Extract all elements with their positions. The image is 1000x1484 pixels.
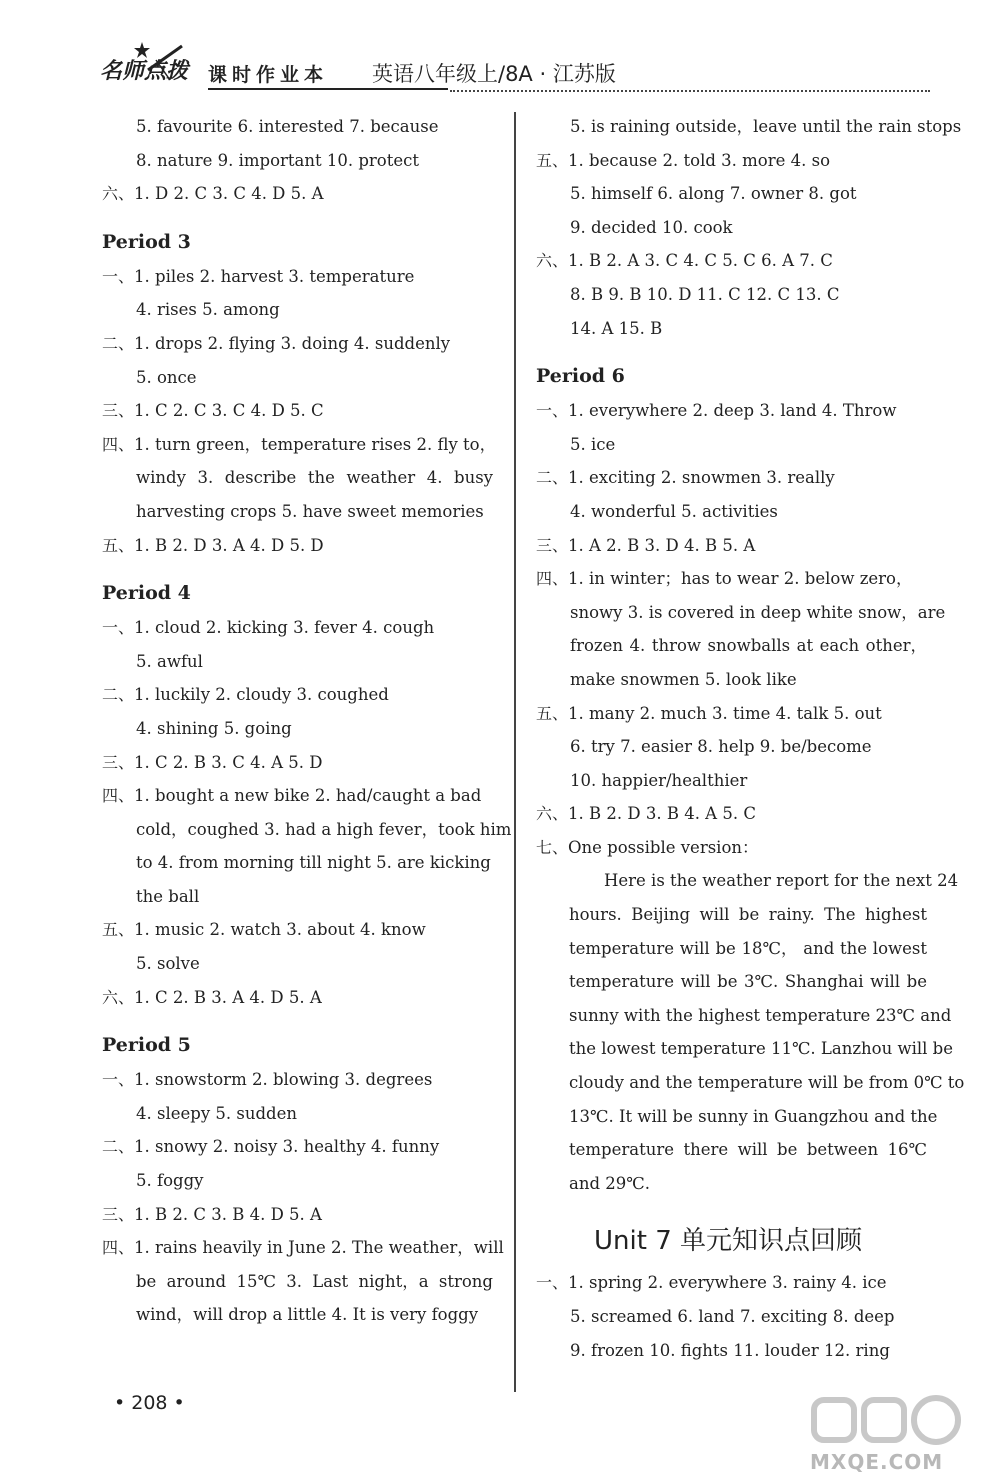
answer-line <box>536 663 931 697</box>
answer-text: and 29℃. <box>569 1173 650 1193</box>
essay-line <box>536 1032 953 1066</box>
essay-line <box>536 864 959 898</box>
answer-text: 1. music 2. watch 3. about 4. know <box>134 920 426 940</box>
answer-line <box>102 712 497 746</box>
answer-line <box>536 764 931 798</box>
answer-line <box>102 746 497 780</box>
essay-line <box>536 965 931 999</box>
answer-line <box>102 981 497 1015</box>
answer-line <box>536 177 931 211</box>
answer-line <box>102 461 497 495</box>
answer-text: 1. C 2. B 3. C 4. A 5. D <box>134 752 323 772</box>
answer-text: 1. B 2. D 3. B 4. A 5. C <box>568 804 756 824</box>
answer-line <box>536 428 931 462</box>
section-marker: 五、 <box>102 535 135 555</box>
answer-line <box>102 846 497 880</box>
answer-text: 1. because 2. told 3. more 4. so <box>568 150 831 170</box>
column-divider <box>514 112 516 1392</box>
section-marker: 四、 <box>536 569 569 589</box>
answer-line <box>102 110 497 144</box>
answer-line <box>536 697 931 731</box>
section-marker: 七、 <box>536 837 569 857</box>
answer-line <box>102 529 497 563</box>
answer-text: 1. snowy 2. noisy 3. healthy 4. funny <box>134 1137 440 1157</box>
section-marker: 一、 <box>102 618 135 638</box>
answer-text: 4. shining 5. going <box>136 718 292 738</box>
section-marker: 四、 <box>102 786 135 806</box>
section-marker: 五、 <box>536 150 569 170</box>
unit-heading: Unit 7 单元知识点回顾 <box>594 1226 862 1257</box>
section-marker: 一、 <box>102 1070 135 1090</box>
answer-text: 8. nature 9. important 10. protect <box>136 150 420 170</box>
page-number: • 208 • <box>114 1392 185 1414</box>
answer-text: 5. once <box>136 367 197 387</box>
answer-line <box>536 461 931 495</box>
answer-line <box>102 428 497 462</box>
answer-text: wind，will drop a little 4. It is very foggy <box>136 1305 479 1325</box>
answer-text: make snowmen 5. look like <box>570 669 797 689</box>
answer-line <box>102 361 497 395</box>
answer-line <box>536 211 931 245</box>
section-marker: 三、 <box>536 535 569 555</box>
answer-line <box>102 1298 497 1332</box>
answer-line <box>536 394 931 428</box>
answer-text: 9. decided 10. cook <box>570 217 733 237</box>
answer-line <box>536 312 931 346</box>
answer-line <box>536 110 962 144</box>
answer-text: 6. try 7. easier 8. help 9. be/become <box>570 737 872 757</box>
section-marker: 六、 <box>102 987 135 1007</box>
answer-line <box>102 611 497 645</box>
answer-line <box>102 678 497 712</box>
answer-line <box>102 1198 497 1232</box>
answer-text: 1. B 2. A 3. C 4. C 5. C 6. A 7. C <box>568 251 833 271</box>
answer-text: windy 3. describe the weather 4. busy <box>136 468 493 488</box>
section-marker: 六、 <box>536 251 569 271</box>
answer-line <box>102 1097 497 1131</box>
right-column <box>536 110 965 1367</box>
section-marker: 一、 <box>536 401 569 421</box>
answer-line <box>536 144 931 178</box>
period-heading: Period 4 <box>102 582 191 605</box>
essay-line <box>536 932 931 966</box>
answer-text: 1. everywhere 2. deep 3. land 4. Throw <box>568 401 897 421</box>
answer-text: harvesting crops 5. have sweet memories <box>136 501 484 521</box>
answer-text: 5. favourite 6. interested 7. because <box>136 117 439 136</box>
answer-text: temperature will be 18℃， and the lowest <box>569 938 927 958</box>
answer-line <box>102 177 497 211</box>
series-title: 课时作业本 <box>208 64 329 86</box>
answer-text: 1. cloud 2. kicking 3. fever 4. cough <box>134 618 435 638</box>
answer-text: 1. snowstorm 2. blowing 3. degrees <box>134 1070 433 1090</box>
book-title: 英语八年级上/8A · 江苏版 <box>372 62 616 86</box>
watermark <box>790 1392 970 1476</box>
section-marker: 五、 <box>536 703 569 723</box>
answer-text: 5. solve <box>136 954 200 974</box>
section-marker: 三、 <box>102 752 135 772</box>
answer-line <box>536 831 931 865</box>
answer-line <box>102 495 497 529</box>
answer-line <box>536 1334 931 1368</box>
answer-text: 14. A 15. B <box>570 318 663 338</box>
answer-text: 8. B 9. B 10. D 11. C 12. C 13. C <box>570 284 840 304</box>
essay-line <box>536 898 931 932</box>
answer-text: 4. sleepy 5. sudden <box>136 1103 297 1123</box>
answer-text: hours. Beijing will be rainy. The highest <box>569 905 927 925</box>
answer-text: 9. frozen 10. fights 11. louder 12. ring <box>570 1340 890 1360</box>
answer-text: the ball <box>136 886 200 906</box>
section-marker: 四、 <box>102 1238 135 1258</box>
answer-text: temperature there will be between 16℃ <box>569 1140 927 1160</box>
header-dotted-rule <box>450 90 930 92</box>
answer-text: 1. rains heavily in June 2. The weather，will <box>134 1238 504 1258</box>
series-logo <box>100 40 210 96</box>
answer-text: 5. screamed 6. land 7. exciting 8. deep <box>570 1307 895 1326</box>
answer-text: 1. drops 2. flying 3. doing 4. suddenly <box>134 333 451 353</box>
essay-line <box>536 999 952 1033</box>
answer-text: 5. is raining outside，leave until the rain stops <box>570 117 962 136</box>
period-heading: Period 6 <box>536 365 625 388</box>
answer-line <box>536 629 931 663</box>
section-marker: 四、 <box>102 434 135 454</box>
answer-line <box>536 529 931 563</box>
answer-text: 1. turn green，temperature rises 2. fly to， <box>134 434 497 454</box>
answer-line <box>536 730 931 764</box>
answer-line <box>536 278 931 312</box>
answer-text: One possible version： <box>568 837 759 857</box>
watermark-logo-icon <box>790 1392 970 1456</box>
answer-line <box>102 394 497 428</box>
page-header <box>100 34 930 96</box>
period-heading: Period 5 <box>102 1034 191 1057</box>
answer-line <box>536 797 931 831</box>
answer-line <box>102 1231 504 1265</box>
section-marker: 一、 <box>102 266 135 286</box>
answer-text: cloudy and the temperature will be from 0℃ to <box>569 1073 965 1093</box>
header-rule <box>208 88 448 90</box>
answer-text: Here is the weather report for the next 24 <box>604 871 959 891</box>
answer-line <box>536 1266 931 1300</box>
answer-line <box>536 596 946 630</box>
answer-text: 1. B 2. D 3. A 4. D 5. D <box>134 535 324 555</box>
answer-text: 4. wonderful 5. activities <box>570 501 778 521</box>
answer-text: 1. in winter；has to wear 2. below zero， <box>568 569 913 589</box>
answer-text: 1. bought a new bike 2. had/caught a bad <box>134 786 482 806</box>
answer-text: 5. ice <box>570 434 616 454</box>
answer-text: be around 15℃ 3. Last night，a strong <box>136 1271 493 1291</box>
answer-text: 13℃. It will be sunny in Guangzhou and the <box>569 1106 938 1126</box>
essay-line <box>536 1066 965 1100</box>
answer-text: 1. C 2. B 3. A 4. D 5. A <box>134 987 322 1007</box>
answer-text: 5. foggy <box>136 1171 204 1191</box>
answer-line <box>102 327 497 361</box>
answer-line <box>102 293 497 327</box>
essay-line <box>536 1100 938 1134</box>
answer-text: to 4. from morning till night 5. are kicking <box>136 853 491 873</box>
answer-line <box>102 1164 497 1198</box>
answer-line <box>102 645 497 679</box>
section-marker: 三、 <box>102 1204 135 1224</box>
section-marker: 三、 <box>102 401 135 421</box>
logo-text: 名师点拨 <box>100 58 189 84</box>
answer-text: 1. D 2. C 3. C 4. D 5. A <box>134 184 324 204</box>
section-marker: 六、 <box>102 184 135 204</box>
answer-line <box>102 880 497 914</box>
answer-line <box>102 260 497 294</box>
answer-text: 1. B 2. C 3. B 4. D 5. A <box>134 1204 322 1224</box>
answer-text: 1. exciting 2. snowmen 3. really <box>568 468 835 488</box>
answer-line <box>102 779 497 813</box>
answer-line <box>102 1130 497 1164</box>
essay-line <box>536 1133 931 1167</box>
answer-line <box>102 1265 497 1299</box>
answer-text: 1. piles 2. harvest 3. temperature <box>134 266 415 286</box>
answer-text: 1. A 2. B 3. D 4. B 5. A <box>568 535 756 555</box>
answer-text: temperature will be 3℃. Shanghai will be <box>569 972 927 992</box>
answer-line <box>536 1300 931 1334</box>
answer-text: frozen 4. throw snowballs at each other， <box>570 636 927 656</box>
left-column <box>102 110 512 1332</box>
answer-line <box>536 244 931 278</box>
answer-text: 5. awful <box>136 651 203 671</box>
answer-line <box>102 947 497 981</box>
answer-text: the lowest temperature 11℃. Lanzhou will be <box>569 1039 953 1059</box>
answer-text: 5. himself 6. along 7. owner 8. got <box>570 184 857 204</box>
section-marker: 二、 <box>102 1137 135 1157</box>
section-marker: 二、 <box>536 468 569 488</box>
answer-text: 1. spring 2. everywhere 3. rainy 4. ice <box>568 1273 887 1293</box>
answer-text: 4. rises 5. among <box>136 300 280 320</box>
answer-text: snowy 3. is covered in deep white snow，are <box>570 602 946 622</box>
answer-line <box>102 813 512 847</box>
answer-line <box>102 913 497 947</box>
section-marker: 五、 <box>102 920 135 940</box>
answer-text: cold，coughed 3. had a high fever，took him <box>136 819 512 839</box>
section-marker: 二、 <box>102 333 135 353</box>
section-marker: 一、 <box>536 1273 569 1293</box>
period-heading: Period 3 <box>102 230 191 253</box>
answer-line <box>102 144 497 178</box>
answer-line <box>102 1063 497 1097</box>
answer-text: 1. many 2. much 3. time 4. talk 5. out <box>568 703 882 723</box>
section-marker: 二、 <box>102 685 135 705</box>
answer-line <box>536 562 931 596</box>
watermark-text: MXQE.COM <box>810 1450 944 1474</box>
answer-text: 1. C 2. C 3. C 4. D 5. C <box>134 401 324 421</box>
answer-text: 10. happier/healthier <box>570 770 748 790</box>
section-marker: 六、 <box>536 804 569 824</box>
answer-text: 1. luckily 2. cloudy 3. coughed <box>134 685 389 705</box>
answer-line <box>536 495 931 529</box>
essay-line <box>536 1167 931 1201</box>
answer-text: sunny with the highest temperature 23℃ and <box>569 1005 952 1025</box>
